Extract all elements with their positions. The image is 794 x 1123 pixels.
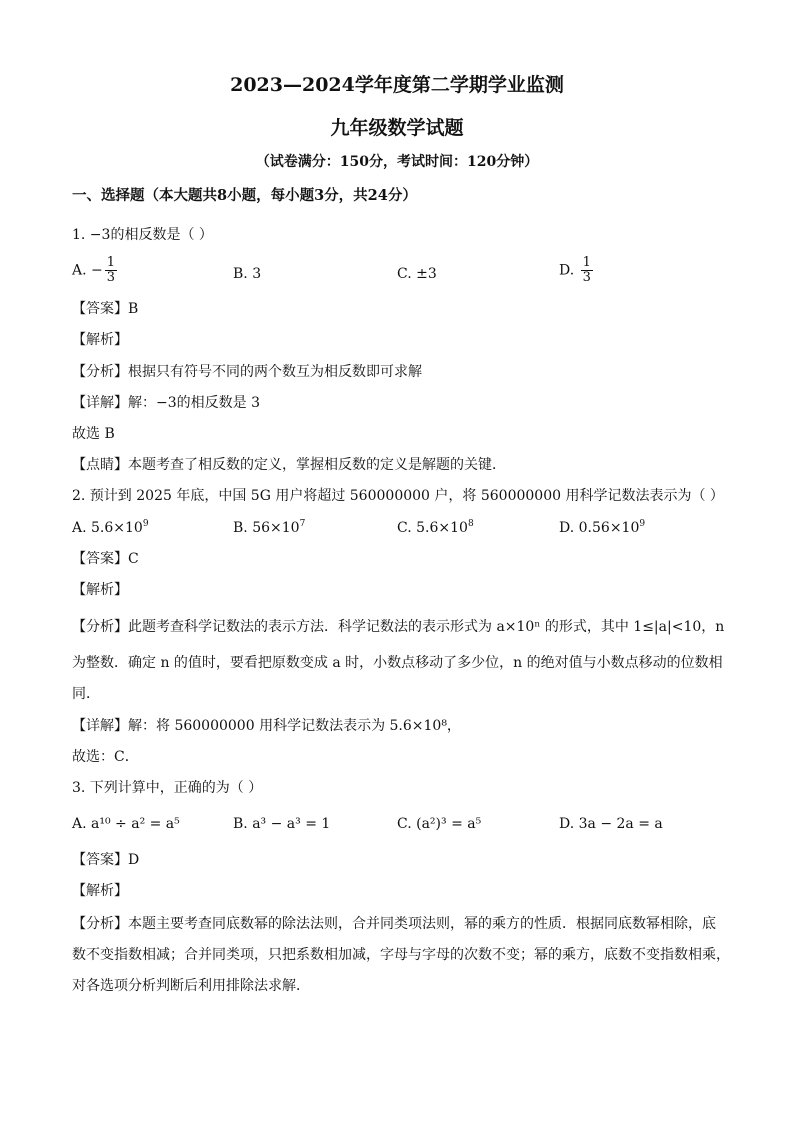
exam-note: （试卷满分：150分，考试时间：120分钟）: [255, 154, 539, 170]
q3-analysis: 【解析】: [72, 883, 128, 899]
q1-option-c[interactable]: C. ±3: [397, 266, 437, 282]
q2-option-a[interactable]: [72, 518, 149, 538]
q3-fenxi-line3: 对各选项分析判断后利用排除法求解．: [72, 978, 310, 994]
q3-option-a-label: A.: [72, 816, 87, 832]
q2-fenxi-line3: 同．: [72, 686, 100, 702]
q2-option-c-label: C.: [397, 520, 412, 536]
q1-analysis: 【解析】: [72, 332, 128, 348]
q1-option-a[interactable]: [72, 256, 119, 285]
q2-option-a-label: A.: [72, 520, 87, 536]
q2-option-c-base: 5.6×10: [416, 520, 468, 536]
q2-option-b[interactable]: [233, 518, 305, 538]
q3-option-d-expr: 3a − 2a = a: [578, 816, 663, 832]
q2-analysis: 【解析】: [72, 582, 128, 598]
q3-option-b[interactable]: [233, 814, 330, 834]
q1-option-d-label: D.: [559, 262, 575, 279]
exam-title: 2023—2024学年度第二学期学业监测: [230, 74, 564, 96]
q1-option-a-den: 3: [106, 270, 116, 285]
q3-option-b-label: B.: [233, 816, 248, 832]
q2-option-b-exp: 7: [299, 519, 306, 529]
q2-fenxi-line2: 为整数．确定 n 的值时，要看把原数变成 a 时，小数点移动了多少位，n 的绝对值与小数点移动的位数相: [72, 655, 723, 671]
q2-option-d-base: 0.56×10: [578, 520, 640, 536]
q1-answer: 【答案】B: [72, 301, 139, 317]
q3-option-d[interactable]: [559, 814, 663, 834]
q2-option-c-exp: 8: [467, 519, 474, 529]
q2-option-d-label: D.: [559, 520, 575, 536]
q3-option-c[interactable]: [397, 814, 481, 834]
q1-option-d-den: 3: [582, 270, 591, 285]
q1-option-b[interactable]: B. 3: [233, 266, 262, 282]
q3-option-c-label: C.: [397, 816, 412, 832]
q2-fenxi-line1: 【分析】此题考查科学记数法的表示方法．科学记数法的表示形式为 a×10ⁿ 的形式，其中 1≤|a|<10，n: [72, 619, 725, 635]
q1-option-a-fraction: [105, 256, 117, 285]
q2-option-b-base: 56×10: [252, 520, 300, 536]
q3-fenxi-line1: 【分析】本题主要考查同底数幂的除法法则，合并同类项法则，幂的乘方的性质．根据同底数幂相除，底: [72, 916, 716, 932]
q2-option-d-exp: 9: [639, 519, 646, 529]
q1-stem: 1. −3的相反数是（ ）: [72, 227, 213, 243]
q2-stem: 2. 预计到 2025 年底，中国 5G 用户将超过 560000000 户，将 560000000 用科学记数法表示为（ ）: [72, 488, 724, 504]
q1-option-a-num: 1: [106, 255, 116, 270]
q3-option-a[interactable]: [72, 814, 180, 834]
q2-answer: 【答案】C: [72, 551, 139, 567]
q1-fenxi: 【分析】根据只有符号不同的两个数互为相反数即可求解: [72, 364, 422, 380]
q2-option-b-label: B.: [233, 520, 248, 536]
q1-option-a-sign: −: [91, 262, 103, 279]
q1-comment: 【点睛】本题考查了相反数的定义，掌握相反数的定义是解题的关键．: [72, 457, 506, 473]
q3-option-a-expr: a¹⁰ ÷ a² = a⁵: [91, 816, 180, 832]
q3-answer: 【答案】D: [72, 852, 140, 868]
q2-choose: 故选：C．: [72, 749, 139, 765]
q2-option-a-base: 5.6×10: [91, 520, 143, 536]
q3-fenxi-line2: 数不变指数相减；合并同类项，只把系数相加减，字母与字母的次数不变；幂的乘方，底数不变指数相乘，: [72, 947, 730, 963]
q2-detail: 【详解】解：将 560000000 用科学记数法表示为 5.6×10⁸，: [72, 718, 461, 734]
q1-option-d-num: 1: [582, 255, 591, 270]
q2-option-d[interactable]: [559, 518, 645, 538]
q3-option-c-expr: (a²)³ = a⁵: [416, 816, 482, 832]
q1-option-d[interactable]: [559, 256, 595, 285]
q1-option-a-label: A.: [72, 262, 87, 279]
exam-subtitle: 九年级数学试题: [330, 117, 464, 139]
q2-option-a-exp: 9: [142, 519, 149, 529]
section-heading: 一、选择题（本大题共8小题，每小题3分，共24分）: [72, 187, 417, 204]
q1-choose: 故选 B: [72, 426, 115, 442]
q3-option-b-expr: a³ − a³ = 1: [252, 816, 331, 832]
q3-stem: 3. 下列计算中，正确的为（ ）: [72, 780, 263, 796]
q1-detail: 【详解】解：−3的相反数是 3: [72, 395, 260, 411]
q1-option-d-fraction: [581, 256, 593, 285]
q2-option-c[interactable]: [397, 518, 474, 538]
q3-option-d-label: D.: [559, 816, 575, 832]
